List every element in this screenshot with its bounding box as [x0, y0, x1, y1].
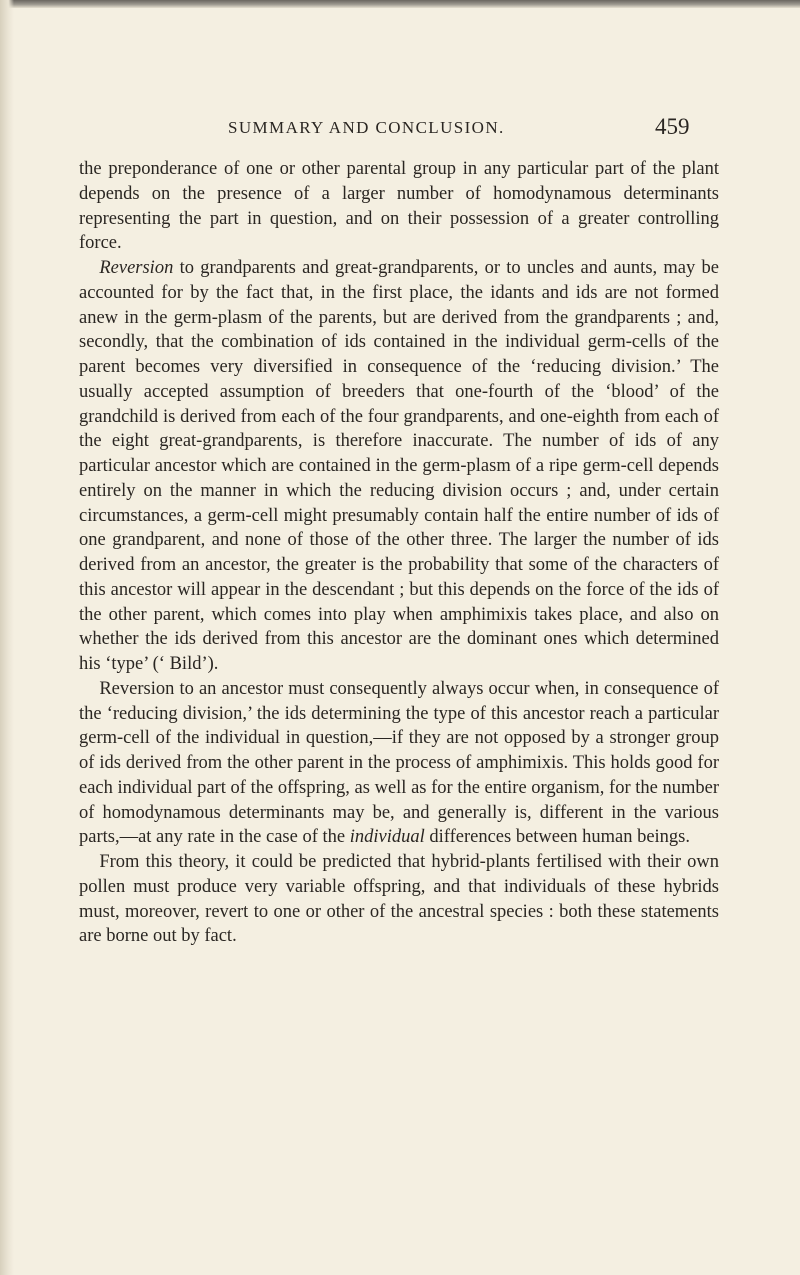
- reversion-heading: Reversion: [99, 258, 174, 278]
- paragraph-1: the preponderance of one or other parental group in any particular part of the plant depends on the presence of a larger number of homodynamous determinants representing the part in question, and on their possession of a greater controlling force.: [79, 159, 719, 254]
- paragraph-4: From this theory, it could be predicted that hybrid-plants fertilised with their own pollen must produce very variable offspring, and that individuals of these hybrids must, moreover, revert to one or other of the ancestral species : both these statements are borne out by fact.: [79, 852, 719, 947]
- page-top-shadow: [0, 0, 800, 8]
- individual-emphasis: individual: [349, 827, 425, 848]
- paragraph-2: [79, 256, 719, 677]
- page-header: [0, 114, 800, 144]
- page-number: 459: [655, 114, 690, 139]
- running-head: SUMMARY AND CONCLUSION.: [228, 118, 505, 137]
- paragraph-2-text: to grandparents and great-grandparents, or to uncles and aunts, may be accounted for by the fact that, in the first place, the idants and ids are not formed anew in the germ-plasm of the parents, but are derived from the grandparents ; and, secondly, that the combination of ids contained in the individual germ-cells of the parent becomes very diversified in consequence of the ‘reducing division.’ The usually accepted assumption of breeders that one-fourth of the ‘blood’ of the grandchild is derived from each of the four grandparents, and one-eighth from each of the eight great-grandparents, is therefore inaccurate. The number of ids of any particular ancestor which are contained in the germ-plasm of a ripe germ-cell depends entirely on the manner in which the reducing division occurs ; and, under certain circumstances, a germ-cell might presumably contain half the entire number of ids of one grandparent, and none of those of the other three. The larger the number of ids derived from an ancestor, the greater is the probability that some of the characters of this ancestor will appear in the descendant ; but this depends on the force of the ids of the other parent, which comes into play when amphimixis takes place, and also on whether the ids derived from this ancestor are the dominant ones which determined his ‘type’ (‘ Bild’).: [79, 258, 719, 674]
- paragraph-3: [79, 677, 719, 850]
- paragraph-3-end: differences between human beings.: [424, 827, 690, 848]
- page-left-shadow: [0, 0, 14, 1275]
- body-text: [79, 157, 719, 949]
- paragraph-3-text: Reversion to an ancestor must consequently always occur when, in consequence of the ‘reducing division,’ the ids determining the type of this ancestor reach a particular germ-cell of the individual in question,—if they are not opposed by a stronger group of ids derived from the other parent in the process of amphimixis. This holds good for each individual part of the offspring, as well as for the entire organism, for the number of homodynamous determinants may be, and generally is, different in the various parts,—at any rate in the case of the: [79, 678, 719, 848]
